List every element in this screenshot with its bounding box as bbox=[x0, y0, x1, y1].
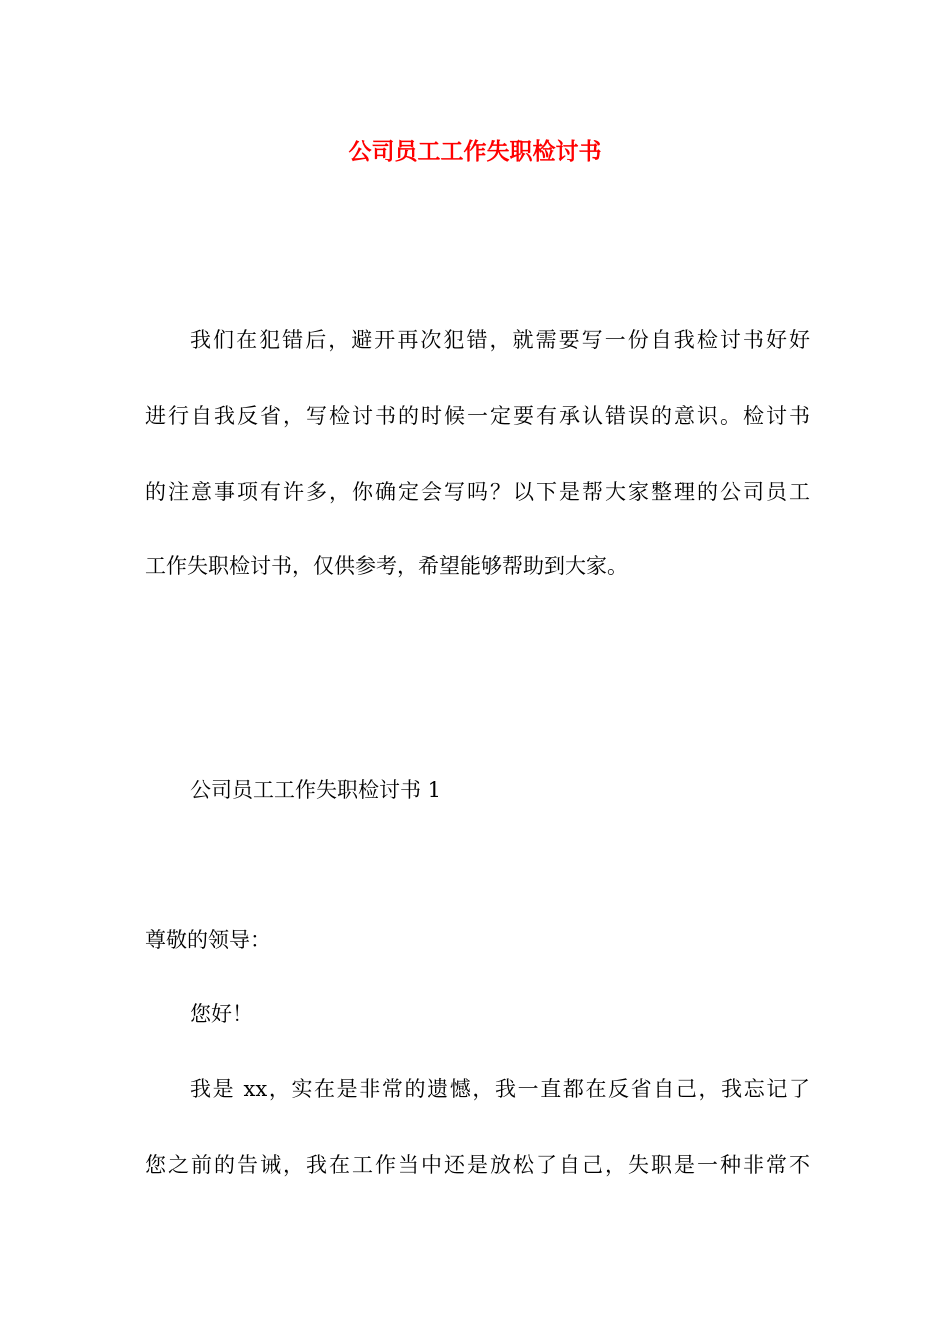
greeting: 您好！ bbox=[190, 1002, 253, 1026]
body-line-1: 我是 xx，实在是非常的遗憾，我一直都在反省自己，我忘记了 bbox=[190, 1077, 810, 1101]
salutation: 尊敬的领导： bbox=[145, 928, 271, 952]
intro-line-2: 进行自我反省，写检讨书的时候一定要有承认错误的意识。检讨书 bbox=[145, 404, 810, 428]
intro-line-4: 工作失职检讨书，仅供参考，希望能够帮助到大家。 bbox=[145, 554, 628, 578]
intro-line-1: 我们在犯错后，避开再次犯错，就需要写一份自我检讨书好好 bbox=[190, 328, 810, 352]
document-title: 公司员工工作失职检讨书 bbox=[348, 138, 602, 165]
section-heading: 公司员工工作失职检讨书 1 bbox=[190, 778, 442, 802]
intro-line-3: 的注意事项有许多，你确定会写吗？以下是帮大家整理的公司员工 bbox=[145, 480, 810, 504]
body-line-2: 您之前的告诫，我在工作当中还是放松了自己，失职是一种非常不 bbox=[145, 1153, 810, 1177]
